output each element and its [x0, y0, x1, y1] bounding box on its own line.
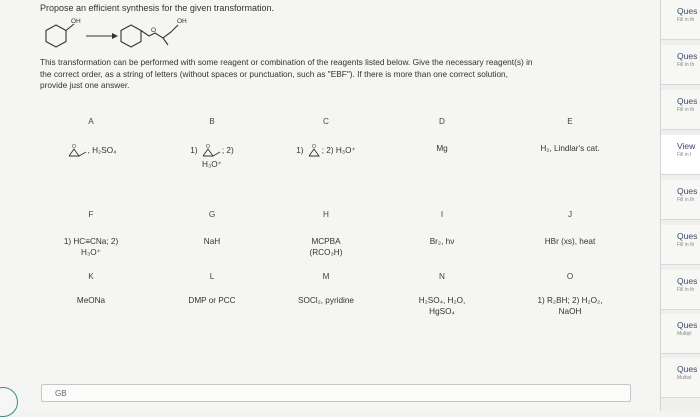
nav-question-2[interactable]: Ques Fill in th — [661, 45, 700, 85]
product-cyclohexane-ring — [121, 25, 141, 47]
reagent-e: H₂, Lindlar's cat. — [540, 144, 600, 153]
reagent-letter-m: M — [322, 272, 330, 281]
transformation-scheme — [38, 12, 228, 52]
nav-question-6[interactable]: Ques Fill in th — [661, 225, 700, 265]
reaction-arrow-head — [112, 33, 118, 39]
reagent-letter-b: B — [209, 117, 215, 126]
reagent-letter-n: N — [439, 272, 445, 281]
answer-input[interactable] — [41, 384, 631, 402]
reagent-letter-f: F — [88, 210, 94, 219]
reagent-a: O , H₂SO₄ — [31, 143, 151, 159]
reagent-letter-a: A — [88, 117, 94, 126]
epoxide-structure — [66, 143, 88, 159]
reagent-k: MeONa — [76, 296, 106, 305]
reagent-n: H₂SO₄, H₂O, HgSO₄ — [418, 296, 466, 316]
reagent-l: DMP or PCC — [188, 296, 236, 305]
reagent-f: 1) HC≡CNa; 2) H₃O⁺ — [63, 237, 119, 257]
reagent-letter-d: D — [439, 117, 445, 126]
product-ether-o-label: O — [151, 27, 157, 34]
instructions-line-2: the correct order, as a string of letters (without spaces or punctuation, such as "EBF"). If there is more than one correct solution, — [40, 68, 508, 79]
nav-question-8[interactable]: Ques Multipl — [661, 314, 700, 354]
reagent-i: Br₂, hν — [429, 237, 455, 246]
nav-question-4-current[interactable]: View Fill in t — [661, 135, 700, 175]
reagent-letter-j: J — [567, 210, 573, 219]
reagent-letter-k: K — [88, 272, 94, 281]
nav-question-5[interactable]: Ques Fill in th — [661, 180, 700, 220]
reagent-letter-o: O — [566, 272, 574, 281]
reagent-m: SOCl₂, pyridine — [298, 296, 354, 305]
reagent-h: MCPBA (RCO₃H) — [309, 237, 343, 257]
reagent-c: 1) O ; 2) H₃O⁺ — [266, 143, 386, 159]
reagent-o: 1) R₂BH; 2) H₂O₂, NaOH — [537, 296, 603, 316]
reagent-letter-h: H — [323, 210, 329, 219]
instructions-line-3: provide just one answer. — [40, 80, 130, 90]
instructions-paragraph — [40, 57, 640, 92]
reagent-letter-g: G — [208, 210, 216, 219]
nav-question-1[interactable]: Ques Fill in th — [661, 0, 700, 40]
svg-text:O: O — [311, 144, 316, 150]
reagent-letter-i: I — [440, 210, 444, 219]
nav-question-9[interactable]: Ques Multist — [661, 358, 700, 398]
nav-question-7[interactable]: Ques Fill in th — [661, 270, 700, 310]
nav-question-3[interactable]: Ques Fill in th — [661, 90, 700, 130]
ethylene-oxide-structure — [306, 143, 322, 159]
reagent-letter-c: C — [323, 117, 329, 126]
reagent-letter-l: L — [209, 272, 215, 281]
start-cyclohexane-ring — [46, 25, 66, 47]
product-ether-chain — [141, 25, 178, 38]
question-navigator — [660, 0, 700, 411]
reagent-letter-e: E — [567, 117, 573, 126]
reagent-b: 1) O ; 2) H₃O⁺ — [190, 144, 234, 169]
reagent-g: NaH — [203, 237, 221, 246]
instructions-line-1: This transformation can be performed with some reagent or combination of the reagents listed below. Give the necessary reagent(s) in — [40, 57, 533, 67]
epoxide-structure — [200, 143, 222, 159]
svg-text:O: O — [205, 144, 210, 150]
product-methyl-branch — [163, 38, 168, 45]
product-oh-label: OH — [177, 18, 187, 25]
reagent-j: HBr (xs), heat — [544, 237, 596, 246]
start-oh-label: OH — [71, 18, 81, 25]
question-prompt: Propose an efficient synthesis for the given transformation. — [40, 3, 274, 13]
svg-text:O: O — [71, 144, 76, 150]
reagent-d: Mg — [436, 144, 448, 153]
answer-value: GB — [55, 389, 67, 398]
